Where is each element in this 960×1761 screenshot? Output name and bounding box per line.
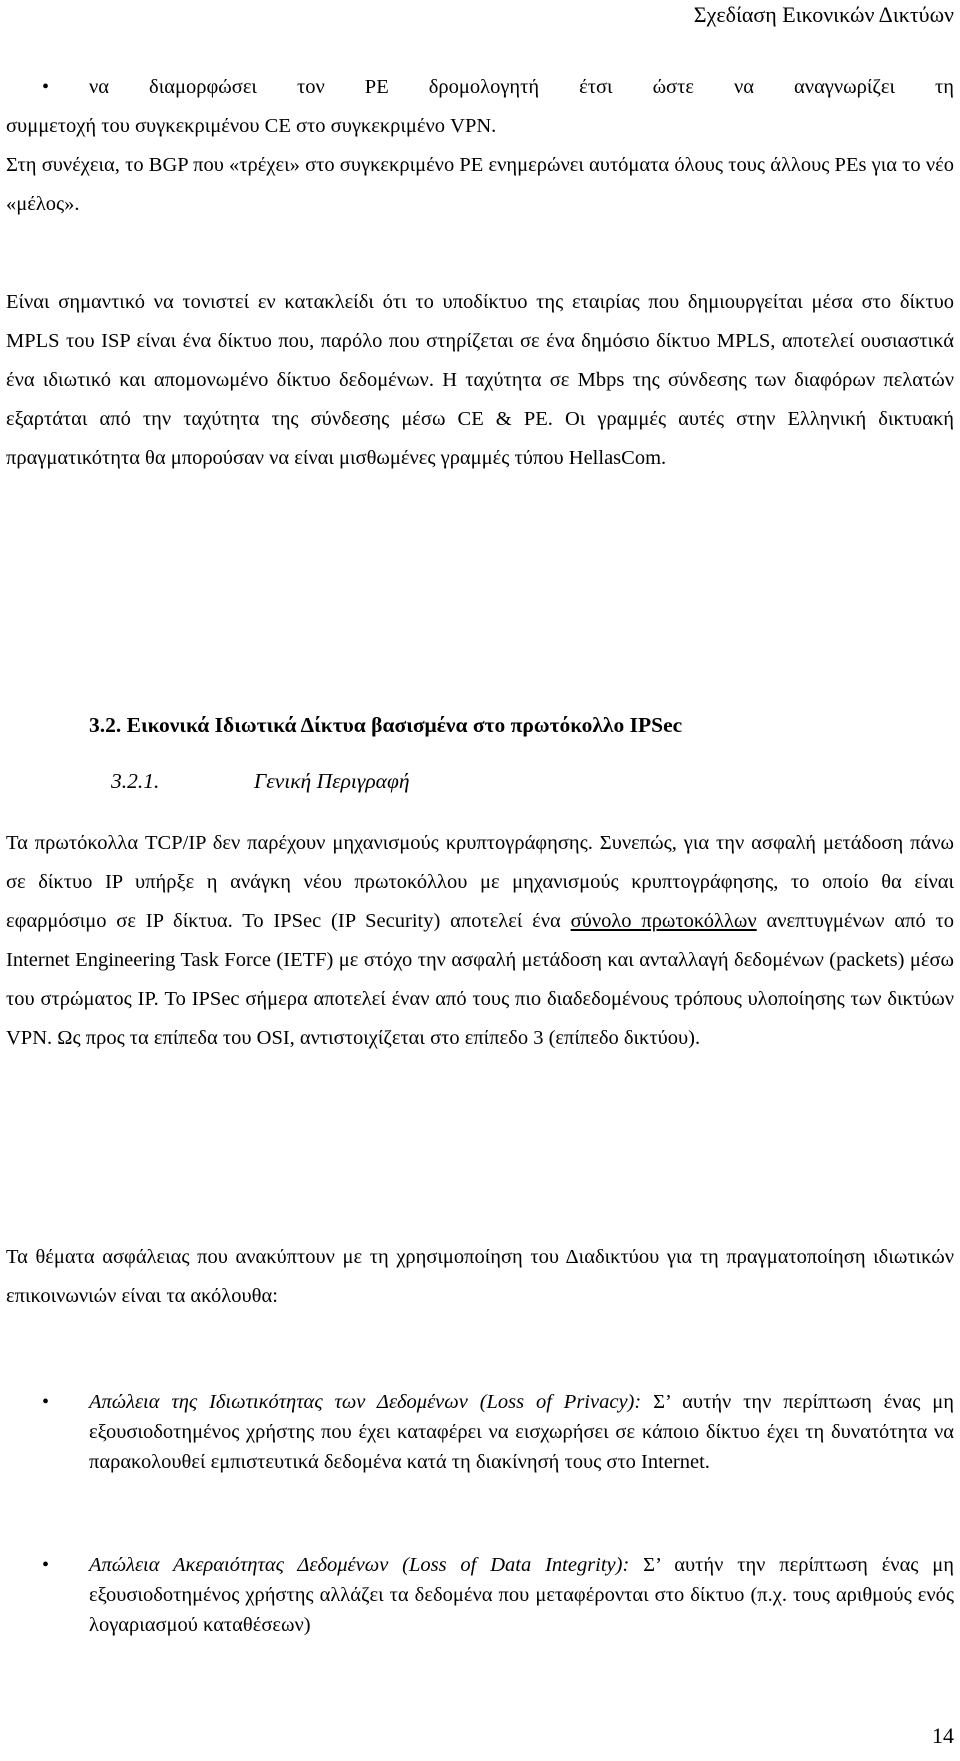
paragraph-bgp: Στη συνέχεια, το BGP που «τρέχει» στο συγκεκριμένο PE ενημερώνει αυτόματα όλους τους άλλους PEs για το νέο «μέλος». bbox=[6, 154, 954, 215]
paragraph-ipsec: Τα πρωτόκολλα TCP/IP δεν παρέχουν μηχανισμούς κρυπτογράφησης. Συνεπώς, για την ασφαλή μετάδοση πάνω σε δίκτυο IP υπήρξε η ανάγκη νέου πρωτοκόλλου με μηχανισμούς κρυπτογράφησης, το οποίο θα είναι εφαρμόσιμο σε IP δίκτυα. Το IPSec (IP Security) αποτελεί ένα σύνολο πρωτοκόλλων ανεπτυγμένων από το Internet Engineering Task Force (IETF) με στόχο την ασφαλή μετάδοση και ανταλλαγή δεδομένων (packets) μέσω του στρώματος IP. Το IPSec σήμερα αποτελεί έναν από τους πιο διαδεδομένους τρόπους υλοποίησης των δικτύων VPN. Ως προς τα επίπεδα του OSI, αντιστοιχίζεται στο επίπεδο 3 (επίπεδο δικτύου). bbox=[6, 832, 955, 1049]
bullet-text: Σ’ αυτήν την περίπτωση ένας μη εξουσιοδοτημένος χρήστης αλλάζει τα δεδομένα που μεταφέρονται στο δίκτυο (π.χ. τους αριθμούς ενός λογαριασμού καταθέσεων) bbox=[89, 1554, 954, 1636]
bullet-icon: • bbox=[42, 76, 50, 98]
list-item bbox=[0, 68, 960, 148]
protocol-suite-link[interactable]: σύνολο πρωτοκόλλων bbox=[570, 910, 757, 932]
bullet-line: να διαμορφώσει τον PE δρομολογητή έτσι ώστε να αναγνωρίζει τη bbox=[89, 76, 954, 98]
section-heading: 3.2. Εικονικά Ιδιωτικά Δίκτυα βασισμένα στο πρωτόκολλο IPSec bbox=[89, 713, 683, 737]
running-header: Σχεδίαση Εικονικών Δικτύων bbox=[693, 2, 954, 27]
subsection-heading bbox=[111, 766, 410, 796]
paragraph-mpls: Είναι σημαντικό να τονιστεί εν κατακλείδι ότι το υποδίκτυο της εταιρίας που δημιουργείται μέσα στο δίκτυο MPLS του ISP είναι ένα δίκτυο που, παρόλο που στηρίζεται σε ένα δημόσιο δίκτυο MPLS, αποτελεί ουσιαστικά ένα ιδιωτικό και απομονωμένο δίκτυο δεδομένων. Η ταχύτητα σε Mbps της σύνδεσης των διαφόρων πελατών εξαρτάται από την ταχύτητα της σύνδεσης μέσω CE & PE. Οι γραμμές αυτές στην Ελληνική δικτυακή πραγματικότητα θα μπορούσαν να είναι μισθωμένες γραμμές τύπου HellasCom. bbox=[6, 291, 954, 469]
bullet-term: Απώλεια Ακεραιότητας Δεδομένων (Loss of Data Integrity): bbox=[89, 1554, 630, 1576]
bullet-term: Απώλεια της Ιδιωτικότητας των Δεδομένων (Loss of Privacy): bbox=[89, 1391, 642, 1413]
bullet-icon: • bbox=[42, 1554, 50, 1576]
paragraph-security: Τα θέματα ασφάλειας που ανακύπτουν με τη χρησιμοποίηση του Διαδικτύου για τη πραγματοποίηση ιδιωτικών επικοινωνιών είναι τα ακόλουθα: bbox=[6, 1246, 954, 1307]
subsection-number: 3.2.1. bbox=[111, 769, 160, 793]
page-number: 14 bbox=[932, 1723, 954, 1748]
bullet-text: Σ’ αυτήν την περίπτωση ένας μη εξουσιοδοτημένος χρήστης που έχει καταφέρει να εισχωρήσει σε κάποιο δίκτυο έχει τη δυνατότητα να παρακολουθεί εμπιστευτικά δεδομένα κατά τη διακίνησή τους στο Internet. bbox=[89, 1391, 954, 1473]
bullet-icon: • bbox=[42, 1391, 50, 1413]
subsection-title: Γενική Περιγραφή bbox=[254, 769, 410, 793]
bullet-line: συμμετοχή του συγκεκριμένου CE στο συγκεκριμένο VPN. bbox=[6, 115, 497, 137]
